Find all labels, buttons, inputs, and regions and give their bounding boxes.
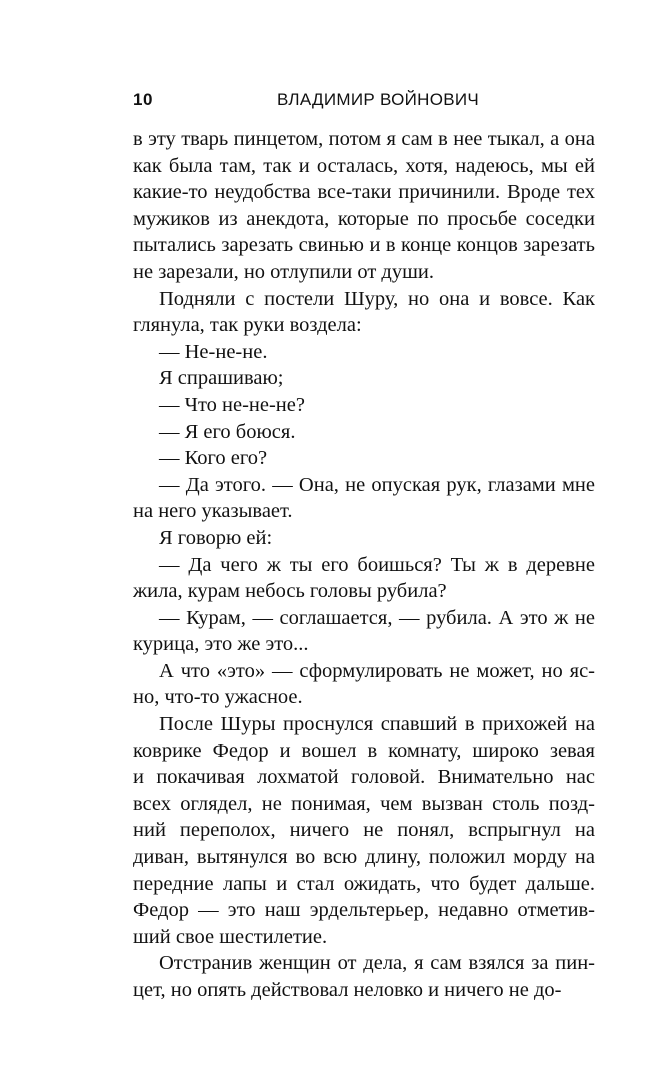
text-line: жила, курам небось головы рубила? (133, 580, 447, 603)
text-line: передние лапы и стал ожидать, что будет дальше. (133, 872, 595, 895)
paragraph (133, 605, 595, 658)
body-text (133, 126, 595, 1004)
page-number: 10 (133, 90, 153, 109)
text-line: — Что не-не-не? (159, 393, 305, 416)
text-line: мужиков из анекдота, которые по просьбе соседки (133, 207, 595, 230)
text-line: А что «это» — сформулировать не может, но яс- (159, 659, 595, 682)
text-line: коврике Федор и вошел в комнату, широко зевая (133, 739, 595, 762)
paragraph (133, 711, 595, 950)
paragraph (133, 392, 595, 419)
text-line: Я говорю ей: (159, 526, 273, 549)
text-line: — Кого его? (159, 447, 268, 470)
text-line: цет, но опять действовал неловко и ничего не до- (133, 979, 562, 1001)
text-line: глянула, так руки воздела: (133, 314, 362, 337)
text-line: Я спрашиваю; (159, 367, 284, 390)
paragraph (133, 552, 595, 605)
paragraph (133, 445, 595, 472)
text-line: — Курам, — соглашается, — рубила. А это ж не (159, 606, 595, 629)
text-line: и покачивая лохматой головой. Внимательно нас (133, 766, 595, 789)
page-header (133, 88, 595, 112)
text-line: не зарезали, но отлупили от души. (133, 260, 434, 283)
paragraph (133, 365, 595, 392)
paragraph (133, 126, 595, 286)
text-line: Федор — это наш эрдельтерьер, недавно отметив- (133, 899, 595, 922)
text-line: После Шуры проснулся спавший в прихожей на (159, 713, 595, 736)
text-line: ший свое шестилетие. (133, 925, 328, 948)
paragraph (133, 525, 595, 552)
text-line: на него указывает. (133, 500, 293, 523)
paragraph (133, 419, 595, 446)
text-line: — Не-не-не. (159, 340, 268, 363)
text-line: курица, это же это... (133, 633, 309, 656)
paragraph (133, 472, 595, 525)
text-line: — Да чего ж ты его боишься? Ты ж в деревне (159, 553, 595, 576)
running-head-author: ВЛАДИМИР ВОЙНОВИЧ (276, 90, 480, 109)
paragraph (133, 286, 595, 339)
text-line: — Я его боюся. (159, 420, 296, 443)
text-line: диван, вытянулся во всю длину, положил морду на (133, 846, 595, 869)
text-line: как была там, так и осталась, хотя, надеюсь, мы ей (133, 154, 595, 177)
paragraph (133, 950, 595, 1003)
text-line: — Да этого. — Она, не опуская рук, глазами мне (159, 473, 595, 496)
text-line: пытались зарезать свинью и в конце концов зарезать (133, 234, 595, 257)
text-line: но, что-то ужасное. (133, 686, 303, 709)
text-line: в эту тварь пинцетом, потом я сам в нее тыкал, а она (133, 128, 595, 150)
text-line: всех оглядел, не понимая, чем вызван столь позд- (133, 792, 595, 815)
text-line: Подняли с постели Шуру, но она и вовсе. Как (159, 287, 595, 310)
text-line: ний переполох, ничего не понял, вспрыгнул на (133, 819, 595, 842)
text-line: какие-то неудобства все-таки причинили. Вроде тех (133, 181, 595, 204)
paragraph (133, 339, 595, 366)
text-line: Отстранив женщин от дела, я сам взялся за пин- (159, 952, 595, 975)
paragraph (133, 658, 595, 711)
